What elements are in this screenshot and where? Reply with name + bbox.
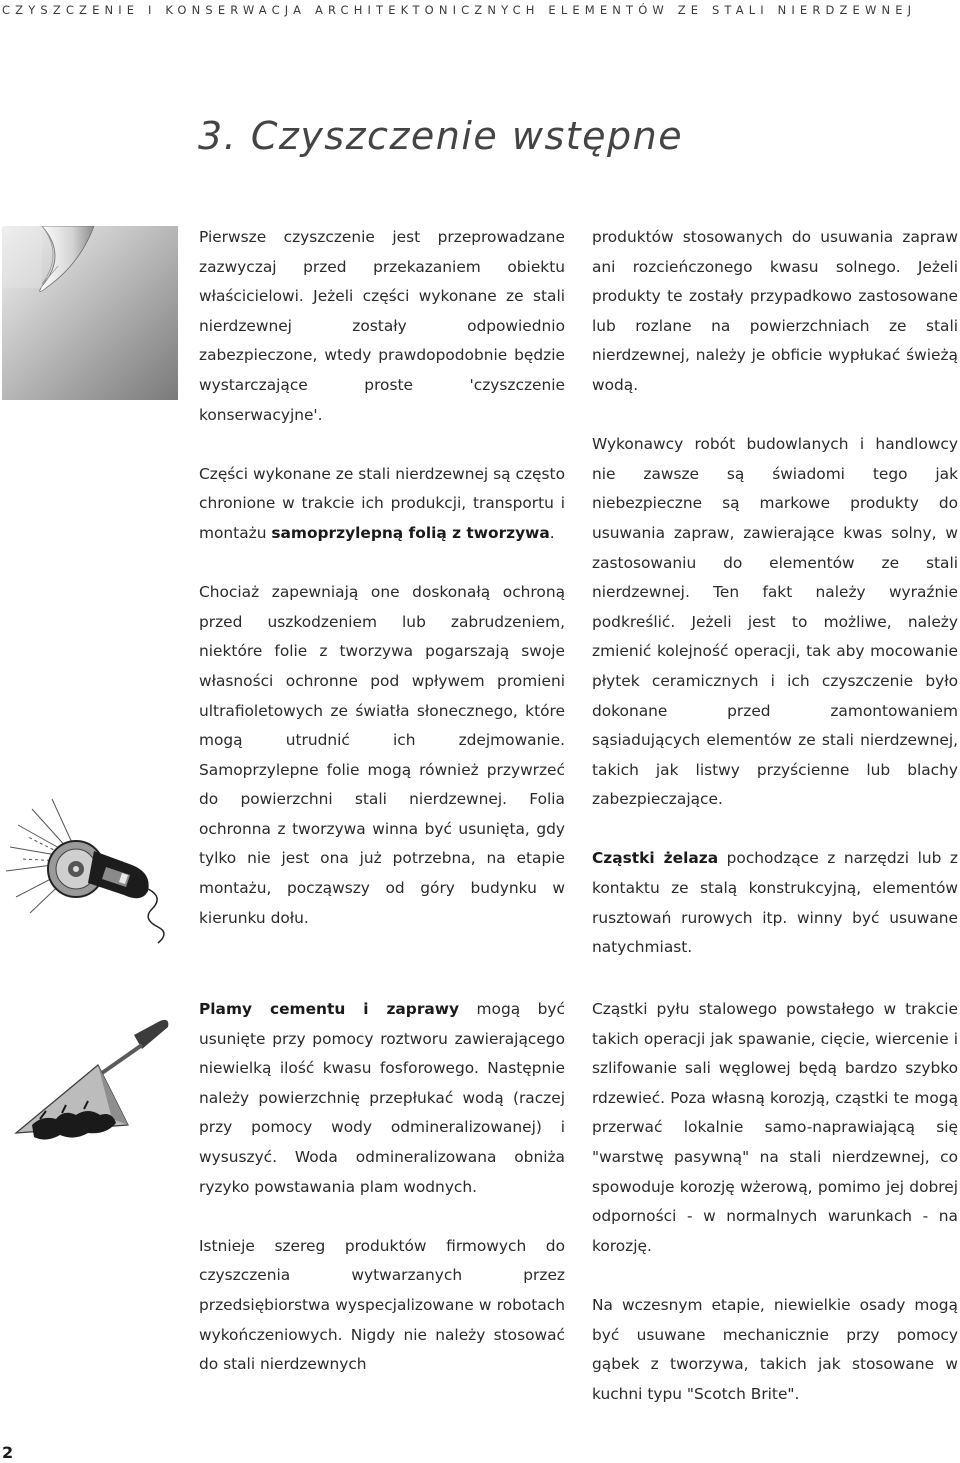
paragraph: Chociaż zapewniają one doskonałą ochroną przed uszkodzeniem lub zabrudzeniem, niektóre folie z tworzywa pogarszają swoje własności ochronne pod wpływem promieni ultrafioletowych ze światła słonecznego, które mogą utrudnić ich zdejmowanie. Samoprzylepne folie mogą również przywrzeć do powierzchni stali nierdzewnej. Folia ochronna z tworzywa winna być usunięta, gdy tylko nie jest ona już potrzebna, na etapie montażu, począwszy od góry budynku w kierunku dołu. xyxy=(199,583,565,927)
column-bottom-right xyxy=(592,995,958,1409)
text-run: pochodzące z narzędzi lub z kontaktu ze stalą konstrukcyjną, elementów rusztowań rurowych itp. winny być usuwane natychmiast. xyxy=(592,849,958,957)
text-run: mogą być usunięte przy pomocy roztworu zawierającego niewielką ilość kwasu fosforowego. Następnie należy powierzchnię przepłukać wodą (raczej przy pomocy wody odmineralizowanej) i wysuszyć. Woda odmineralizowana obniża ryzyko powstawania plam wodnych. xyxy=(199,1000,565,1196)
paragraph: Cząstki pyłu stalowego powstałego w trakcie takich operacji jak spawanie, cięcie, wiercenie i szlifowanie sali węglowej będą bardzo szybko rdzewieć. Poza własną korozją, cząstki te mogą przerwać lokalnie samo-naprawiającą się "warstwę pasywną" na stali nierdzewnej, co spowoduje korozję wżerową, pomimo jej dobrej odporności - w normalnych warunkach - na korozję. xyxy=(592,1000,958,1255)
angle-grinder-icon xyxy=(2,785,180,945)
paragraph xyxy=(199,995,565,1202)
column-top-right xyxy=(592,223,958,963)
paragraph: Pierwsze czyszczenie jest przeprowadzane zazwyczaj przed przekazaniem obiektu właścicielowi. Jeżeli części wykonane ze stali nierdzewnej zostały odpowiednio zabezpieczone, wtedy prawdopodobnie będzie wystarczające proste 'czyszczenie konserwacyjne'. xyxy=(199,228,565,424)
trowel-icon xyxy=(2,1015,180,1175)
section-title: 3. Czyszczenie wstępne xyxy=(198,114,684,158)
column-bottom-left xyxy=(199,995,565,1380)
paragraph: Wykonawcy robót budowlanych i handlowcy nie zawsze są świadomi tego jak niebezpieczne są markowe produkty do usuwania zapraw, zawierające kwas solny, w zastosowaniu do elementów ze stali nierdzewnej. Ten fakt należy wyraźnie podkreślić. Jeżeli jest to możliwe, należy zmienić kolejność operacji, tak aby mocowanie płytek ceramicznych i ich czyszczenie było dokonane przed zamontowaniem sąsiadujących elementów ze stali nierdzewnej, takich jak listwy przyścienne lub blachy zabezpieczające. xyxy=(592,435,958,809)
text-run: . xyxy=(549,523,555,542)
column-top-left xyxy=(199,223,565,933)
paragraph xyxy=(592,844,958,962)
page-number: 2 xyxy=(2,1443,14,1462)
paragraph xyxy=(199,460,565,549)
emphasis: Cząstki żelaza xyxy=(592,849,719,868)
paragraph: Istnieje szereg produktów firmowych do czyszczenia wytwarzanych przez przedsiębiorstwa wyspecjalizowane w robotach wykończeniowych. Nigdy nie należy stosować do stali nierdzewnych xyxy=(199,1236,565,1374)
running-header: CZYSZCZENIE I KONSERWACJA ARCHITEKTONICZNYCH ELEMENTÓW ZE STALI NIERDZEWNEJ xyxy=(2,3,917,17)
protective-foil-icon xyxy=(2,226,178,400)
emphasis: samoprzylepną folią z tworzywa xyxy=(271,523,550,542)
paragraph: Na wczesnym etapie, niewielkie osady mogą być usuwane mechanicznie przy pomocy gąbek z tworzywa, takich jak stosowane w kuchni typu "Scotch Brite". xyxy=(592,1295,958,1403)
paragraph: produktów stosowanych do usuwania zapraw ani rozcieńczonego kwasu solnego. Jeżeli produkty te zostały przypadkowo zastosowane lub rozlane na powierzchniach ze stali nierdzewnej, należy je obficie wypłukać świeżą wodą. xyxy=(592,228,958,394)
emphasis: Plamy cementu i zaprawy xyxy=(199,1000,460,1018)
text-run: Części wykonane ze stali nierdzewnej są często chronione w trakcie ich produkcji, transportu i montażu xyxy=(199,464,565,542)
